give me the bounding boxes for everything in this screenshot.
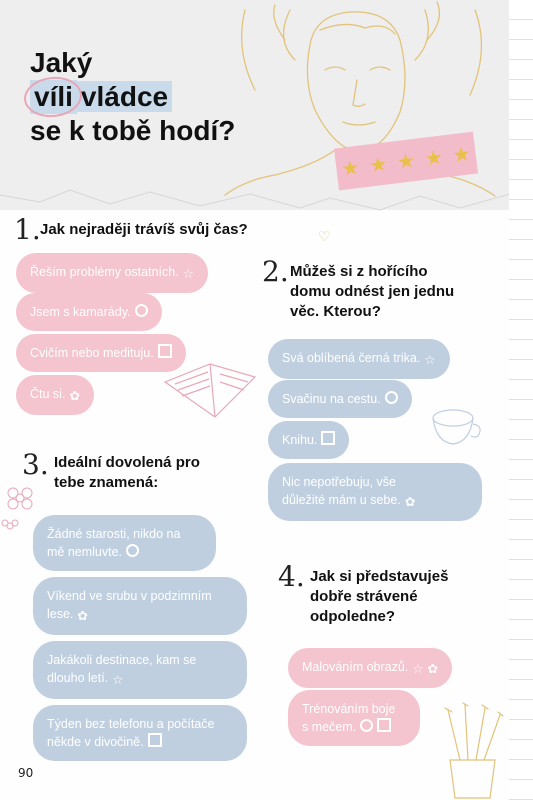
- notebook-edge: [509, 0, 533, 800]
- option-label: Svačinu na cestu.: [282, 392, 381, 406]
- question-1-number: 1.: [14, 213, 41, 246]
- circle-icon: [385, 391, 398, 404]
- option-label: Řeším problémy ostatních.: [30, 265, 179, 279]
- title-line-1: Jaký: [30, 47, 93, 78]
- q3-option-2[interactable]: [33, 577, 247, 635]
- book-sketch-illustration: [160, 352, 260, 422]
- square-icon: [377, 718, 391, 732]
- question-3-text: Ideální dovolená pro tebe znamená:: [54, 454, 200, 491]
- option-label: Svá oblíbená černá trika.: [282, 351, 421, 365]
- title-line-3: se k tobě hodí?: [30, 115, 236, 146]
- square-icon: [148, 733, 162, 747]
- option-label-line-2: důležité mám u sebe. ✿: [282, 493, 416, 509]
- option-label-line-2: s mečem.: [302, 718, 406, 736]
- q4-option-1[interactable]: [288, 648, 452, 688]
- q3-option-1[interactable]: [33, 515, 216, 571]
- question-1-text: Jak nejraději trávíš svůj čas?: [40, 221, 248, 238]
- circle-icon: [360, 719, 373, 732]
- circle-icon: [126, 544, 139, 557]
- q2-option-1[interactable]: [268, 339, 450, 379]
- page-number: 90: [18, 766, 34, 780]
- question-2-text: Můžeš si z hořícího domu odnést jen jednu věc. Kterou?: [290, 263, 455, 320]
- title-highlighted-word: vládce: [77, 81, 172, 112]
- q1-option-4[interactable]: [16, 375, 94, 415]
- title-line-2: [30, 80, 235, 114]
- butterfly-icon: ✿: [404, 495, 416, 509]
- option-label: Knihu.: [282, 433, 318, 447]
- circle-icon: [135, 304, 148, 317]
- option-label-line-2: někde v divočině.: [47, 733, 233, 751]
- option-label-line-2: dlouho letí. ☆: [47, 671, 124, 687]
- star-icon: ☆: [424, 353, 436, 367]
- page-title: [30, 46, 235, 148]
- option-label-line-1: Víkend ve srubu v podzimním: [47, 589, 212, 603]
- q2-option-4[interactable]: [268, 463, 482, 521]
- option-label-line-1: Týden bez telefonu a počítače: [47, 717, 215, 731]
- question-4-text: Jak si představuješ dobře strávené odpoledne?: [310, 568, 449, 625]
- butterfly-icon: ✿: [427, 662, 439, 676]
- option-label-line-2: mě nemluvte.: [47, 543, 202, 561]
- question-3-number: 3.: [22, 448, 49, 481]
- cup-sketch-illustration: [428, 400, 488, 450]
- option-label-line-1: Nic nepotřebuju, vše: [282, 475, 396, 489]
- q2-option-2[interactable]: [268, 380, 412, 418]
- q4-option-2[interactable]: [288, 690, 420, 746]
- q1-option-2[interactable]: [16, 293, 162, 331]
- option-label-line-2: lese. ✿: [47, 607, 88, 623]
- option-label-line-1: Žádné starosti, nikdo na: [47, 527, 181, 541]
- option-label: Čtu si.: [30, 387, 66, 401]
- paintbrush-jar-illustration: [430, 700, 510, 800]
- option-label: Jsem s kamarády.: [30, 305, 131, 319]
- butterfly-icon: ✿: [77, 609, 88, 623]
- star-icon: ☆: [112, 673, 124, 687]
- heart-icon: ♡: [318, 228, 331, 244]
- square-icon: [321, 431, 335, 445]
- question-4-number: 4.: [278, 560, 305, 593]
- q1-option-1[interactable]: [16, 253, 208, 293]
- q3-option-3[interactable]: [33, 641, 247, 699]
- title-circled-word: víli: [30, 80, 77, 114]
- q2-option-3[interactable]: [268, 421, 349, 459]
- option-label-line-1: Trénováním boje: [302, 702, 396, 716]
- question-2-number: 2.: [262, 255, 289, 288]
- star-icon: ☆: [412, 662, 424, 676]
- option-label: Malováním obrazů.: [302, 660, 409, 674]
- q3-option-4[interactable]: [33, 705, 247, 761]
- option-label-line-1: Jakákoli destinace, kam se: [47, 653, 197, 667]
- option-label: Cvičím nebo medituju.: [30, 346, 154, 360]
- butterfly-icon: ✿: [69, 389, 80, 403]
- decorative-tape: ★ ★ ★ ★ ★: [334, 132, 478, 191]
- star-icon: ☆: [182, 267, 194, 281]
